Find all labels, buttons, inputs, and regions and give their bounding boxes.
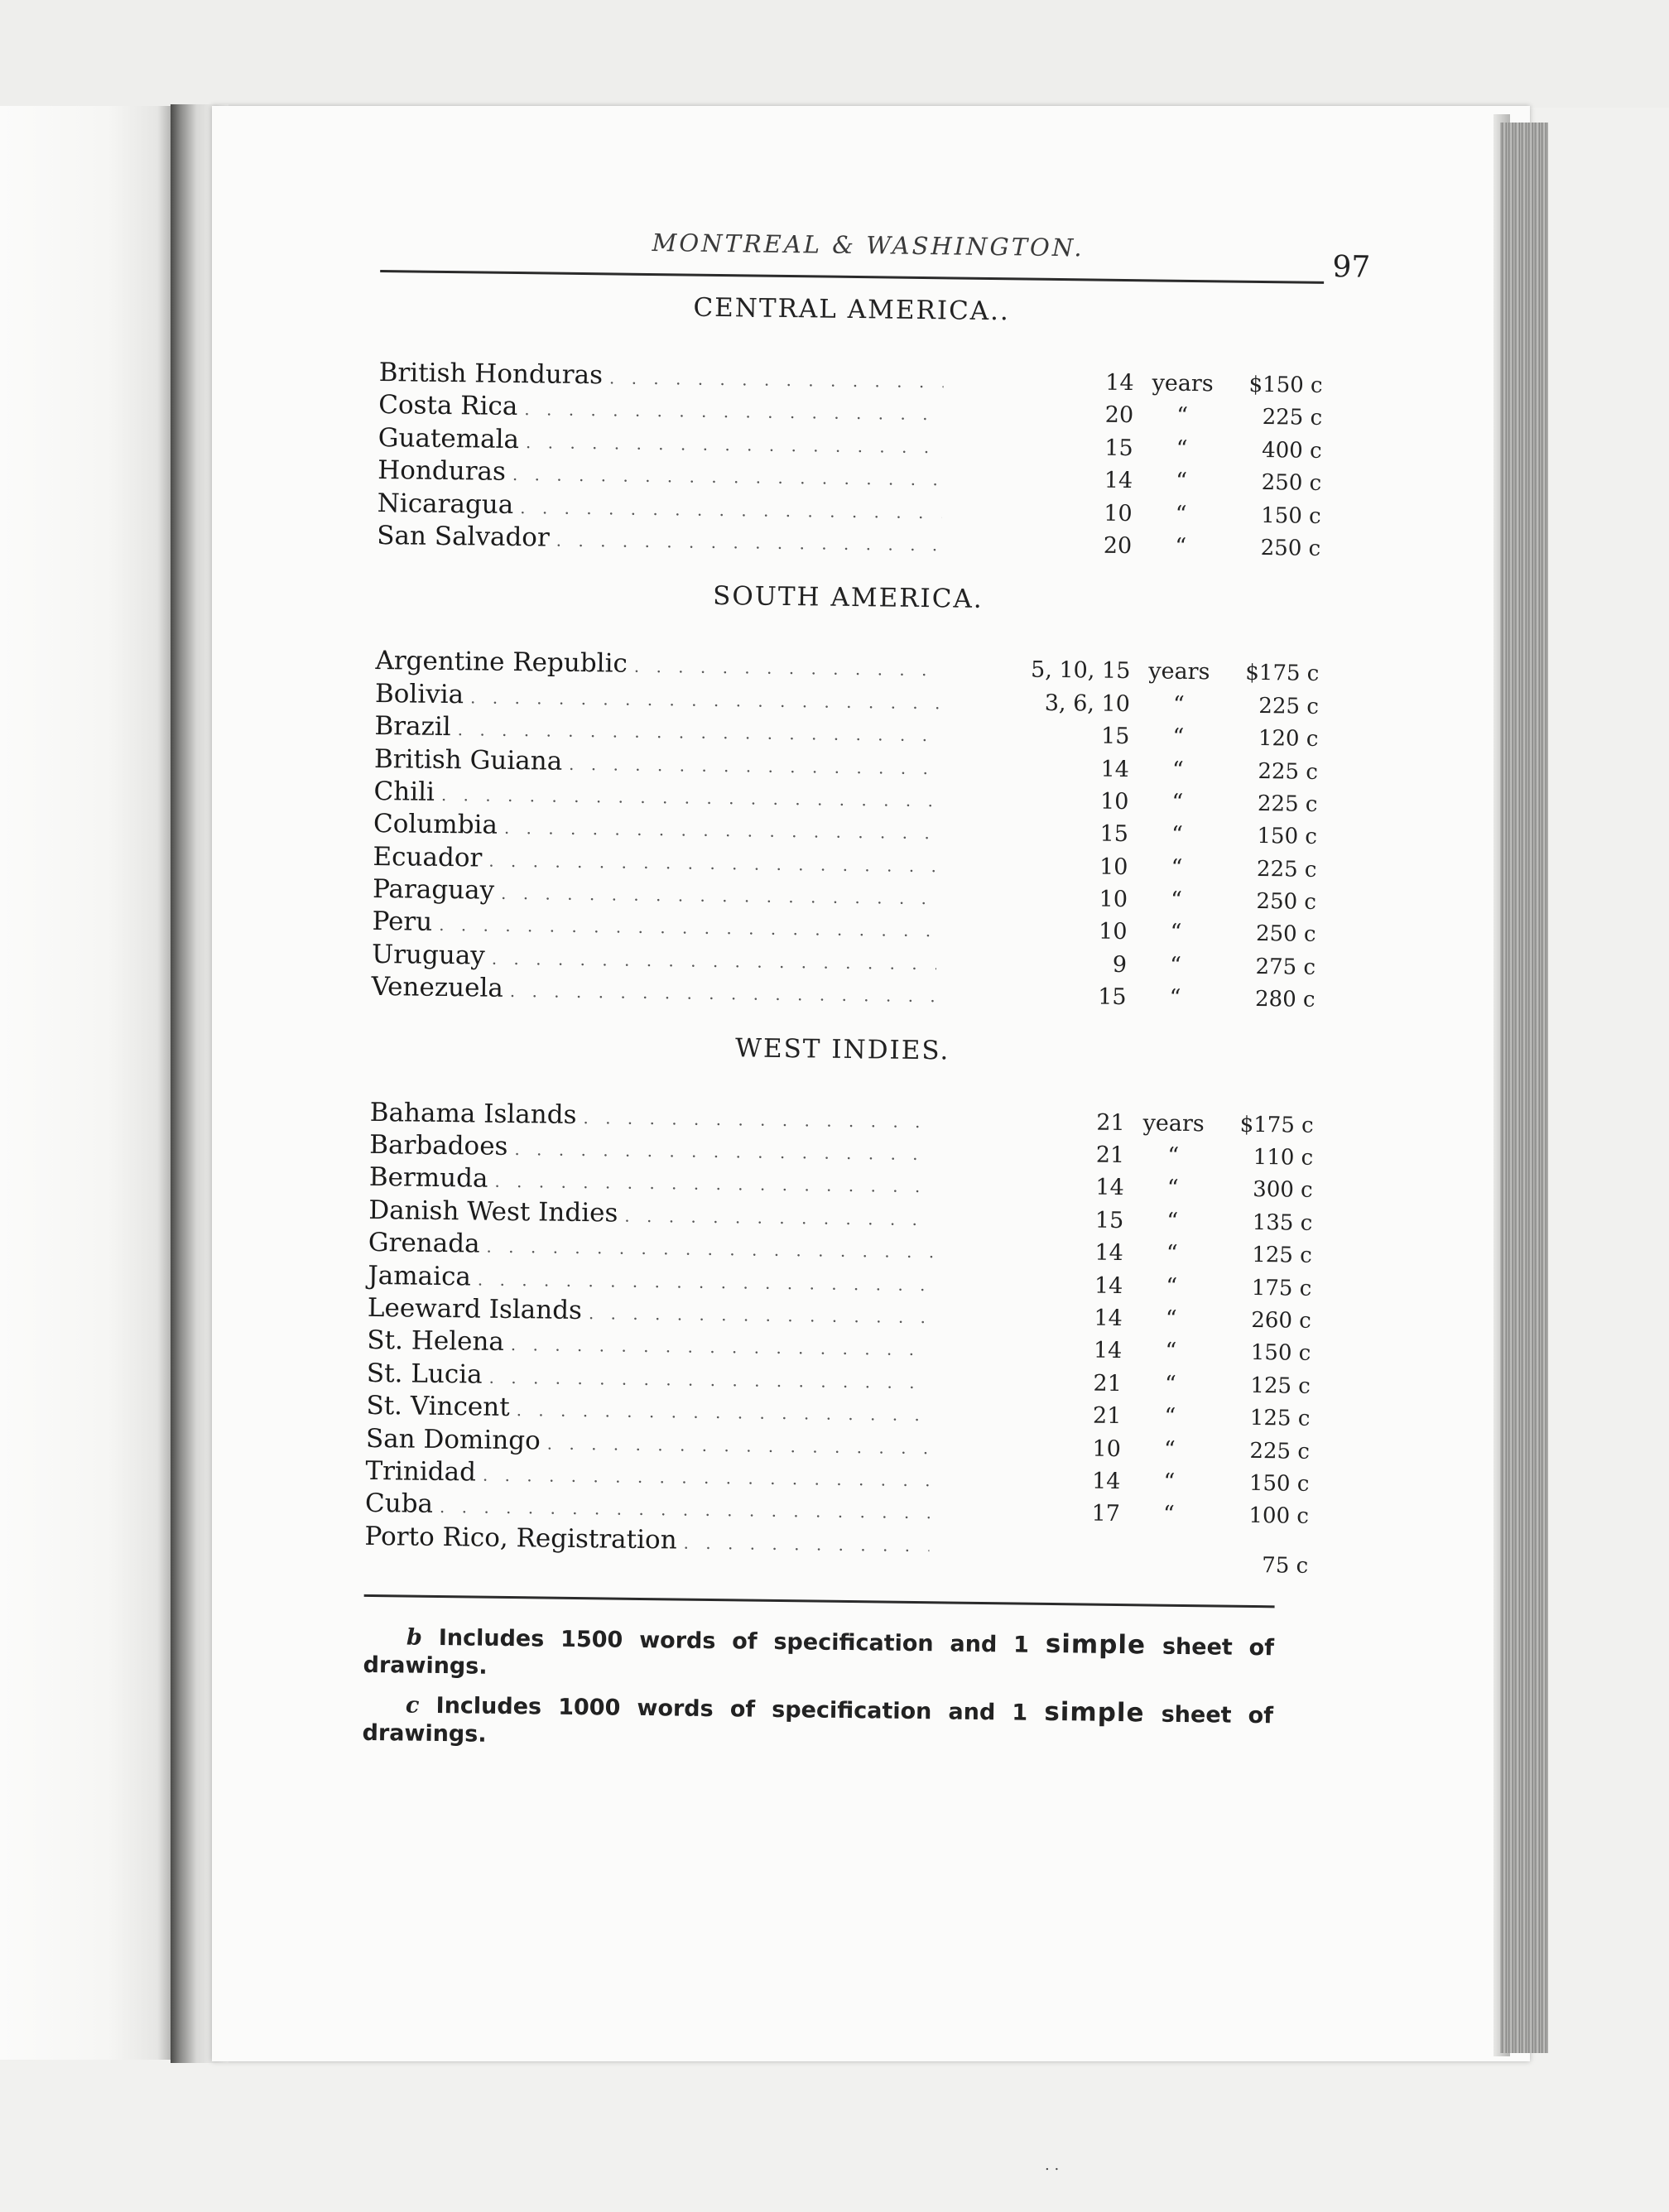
fee-amount: 225 c <box>1258 758 1319 785</box>
fee-amount: 110 c <box>1253 1144 1314 1171</box>
leader-dots <box>519 426 943 464</box>
footnote-text: Includes 1500 words of specification and 1 <box>421 1624 1046 1659</box>
country-name: Columbia <box>373 809 498 841</box>
term-unit: “ <box>1163 1436 1176 1463</box>
country-name: Paraguay <box>372 874 495 906</box>
country-name: Grenada <box>368 1228 480 1259</box>
leader-dots <box>464 681 940 719</box>
running-head-title: MONTREAL & WASHINGTON. <box>652 228 1085 262</box>
fee-amount: 100 c <box>1248 1503 1310 1530</box>
term-unit: “ <box>1176 435 1188 462</box>
term-years: 21 <box>1093 1370 1123 1397</box>
term-years: 10 <box>1092 1435 1122 1462</box>
term-years: 14 <box>1091 1468 1121 1494</box>
fee-amount: 150 c <box>1257 824 1318 850</box>
term-unit: “ <box>1165 1339 1177 1365</box>
country-name: Brazil <box>374 711 451 743</box>
footnote-text: sheet of drawings. <box>363 1633 1275 1680</box>
country-name: Porto Rico, Registration <box>364 1521 677 1556</box>
country-name: St. Lucia <box>366 1358 483 1390</box>
term-unit: “ <box>1164 1403 1176 1430</box>
leader-dots <box>513 492 942 529</box>
fee-amount: 250 c <box>1260 535 1321 561</box>
fee-amount: $175 c <box>1239 1112 1314 1138</box>
section-title: WEST INDIES. <box>734 1032 950 1066</box>
term-years: 17 <box>1091 1500 1121 1527</box>
country-name: Bermuda <box>368 1162 488 1195</box>
leader-dots <box>676 1527 929 1562</box>
leader-dots <box>432 909 937 947</box>
term-unit: “ <box>1175 533 1187 560</box>
fee-amount: 250 c <box>1256 889 1317 915</box>
leader-dots <box>562 748 939 785</box>
term-unit: “ <box>1172 724 1185 751</box>
page-number: 97 <box>1332 250 1371 285</box>
country-name: Danish West Indies <box>368 1195 618 1229</box>
leader-dots <box>517 393 943 430</box>
term-years: 21 <box>1096 1109 1125 1136</box>
fee-amount: 225 c <box>1249 1438 1311 1464</box>
fee-table <box>377 357 1323 564</box>
footnote-rule <box>364 1594 1275 1608</box>
term-years: 14 <box>1100 756 1130 782</box>
term-years: 15 <box>1100 723 1130 750</box>
leader-dots <box>494 878 937 916</box>
term-unit: “ <box>1167 1142 1180 1169</box>
term-unit: “ <box>1166 1176 1179 1202</box>
left-page <box>0 106 179 2060</box>
term-unit: “ <box>1166 1208 1179 1234</box>
country-name: St. Vincent <box>366 1391 510 1423</box>
fee-table <box>364 1097 1314 1579</box>
country-name: Chili <box>373 776 435 807</box>
term-unit: “ <box>1166 1240 1178 1267</box>
section-title: CENTRAL AMERICA.. <box>693 292 1011 327</box>
term-unit: “ <box>1171 822 1184 849</box>
term-years <box>929 1551 1119 1554</box>
term-unit: “ <box>1170 920 1182 946</box>
term-unit: “ <box>1171 789 1184 815</box>
fee-amount: 125 c <box>1250 1373 1311 1399</box>
leader-dots <box>476 1459 931 1497</box>
term-years: 10 <box>1104 500 1133 527</box>
country-name: Jamaica <box>368 1260 472 1292</box>
fee-amount: 125 c <box>1249 1406 1311 1431</box>
country-name: San Salvador <box>377 520 551 553</box>
leader-dots <box>507 1133 934 1171</box>
fee-amount: 120 c <box>1258 726 1319 753</box>
term-unit: “ <box>1162 1501 1176 1528</box>
term-years: 9 <box>1112 951 1128 978</box>
section-central-america <box>377 289 1324 564</box>
fee-amount: 225 c <box>1258 693 1320 719</box>
term-years: 15 <box>1099 820 1129 848</box>
leader-dots <box>603 362 944 398</box>
country-name: Honduras <box>378 455 507 488</box>
term-years: 21 <box>1095 1142 1125 1169</box>
fee-amount: $150 c <box>1248 372 1323 398</box>
term-unit: “ <box>1164 1371 1176 1397</box>
leader-dots <box>482 844 938 882</box>
term-years: 3, 6, 10 <box>1044 690 1131 717</box>
footnote-mark: c <box>405 1692 420 1719</box>
country-name: San Domingo <box>365 1423 541 1456</box>
fee-amount: 400 c <box>1262 437 1322 464</box>
country-name: Bolivia <box>374 678 464 709</box>
leader-dots <box>504 1329 932 1366</box>
leader-dots <box>435 779 939 817</box>
term-years: 15 <box>1094 1207 1124 1233</box>
term-unit <box>1119 1554 1217 1555</box>
footnote-c <box>362 1690 1273 1758</box>
term-unit: “ <box>1172 691 1185 718</box>
leader-dots <box>503 975 936 1012</box>
term-years: 10 <box>1099 854 1128 880</box>
leader-dots <box>509 1394 931 1431</box>
fee-amount: 250 c <box>1261 470 1322 497</box>
term-years: 5, 10, 15 <box>1030 656 1131 685</box>
footnote-emphasis: simple <box>1045 1629 1147 1661</box>
fee-amount: 225 c <box>1262 405 1323 431</box>
term-years: 20 <box>1104 402 1134 429</box>
section-title: SOUTH AMERICA. <box>712 581 984 615</box>
footnote-mark: b <box>406 1624 423 1651</box>
country-name: Venezuela <box>371 972 504 1004</box>
country-name: Guatemala <box>378 422 520 454</box>
fee-amount: 225 c <box>1256 856 1317 882</box>
term-unit: “ <box>1169 984 1181 1012</box>
fee-amount: 225 c <box>1257 791 1318 817</box>
leader-dots <box>482 1361 931 1399</box>
leader-dots <box>498 812 939 849</box>
term-unit: “ <box>1175 501 1187 527</box>
fee-amount: 150 c <box>1261 503 1321 529</box>
country-name: British Honduras <box>378 357 604 391</box>
term-years: 10 <box>1099 788 1129 815</box>
page-edges <box>1500 123 1548 2053</box>
country-name: Bahama Islands <box>369 1097 577 1130</box>
footnote-text: sheet of drawings. <box>362 1701 1274 1748</box>
fee-amount: 250 c <box>1255 921 1316 948</box>
country-name: Peru <box>372 906 433 938</box>
country-name: Ecuador <box>373 841 483 873</box>
leader-dots <box>628 651 940 687</box>
term-years: 14 <box>1094 1305 1123 1332</box>
term-unit: years <box>1152 370 1214 397</box>
term-years: 14 <box>1093 1337 1123 1364</box>
fee-amount: 175 c <box>1251 1275 1312 1301</box>
term-unit: “ <box>1169 952 1182 979</box>
term-unit: years <box>1142 1109 1205 1137</box>
term-unit: “ <box>1171 854 1183 881</box>
fee-amount: 125 c <box>1252 1243 1312 1269</box>
term-years: 10 <box>1098 919 1128 945</box>
footnote-emphasis: simple <box>1044 1697 1145 1729</box>
footnotes <box>362 1622 1274 1758</box>
footnote-text: Includes 1000 words of specification and 1 <box>419 1692 1045 1727</box>
fee-amount: 300 c <box>1253 1177 1313 1204</box>
term-unit: “ <box>1176 403 1189 430</box>
scan-speck: . . <box>1045 2157 1060 2174</box>
country-name: Barbadoes <box>369 1129 508 1161</box>
term-unit: “ <box>1163 1469 1176 1495</box>
section-west-indies <box>364 1029 1315 1579</box>
country-name: Trinidad <box>365 1455 477 1488</box>
fee-table <box>371 645 1319 1015</box>
leader-dots <box>576 1102 935 1138</box>
fee-amount: 150 c <box>1250 1340 1311 1367</box>
scan-background <box>0 0 1669 108</box>
fee-amount: 150 c <box>1248 1470 1310 1497</box>
term-unit: “ <box>1176 468 1188 495</box>
term-unit: years <box>1148 658 1210 685</box>
term-years: 20 <box>1103 532 1133 560</box>
running-head <box>380 217 1371 285</box>
term-unit: “ <box>1166 1273 1178 1300</box>
country-name: Leeward Islands <box>367 1292 583 1326</box>
term-years: 14 <box>1094 1239 1123 1267</box>
term-years: 14 <box>1105 369 1134 397</box>
country-name: Nicaragua <box>377 488 514 520</box>
country-name: St. Helena <box>367 1325 505 1358</box>
term-unit: “ <box>1171 757 1185 783</box>
section-south-america <box>371 577 1320 1015</box>
footnote-b <box>363 1622 1274 1690</box>
leader-dots <box>618 1200 933 1236</box>
term-years: 14 <box>1094 1272 1123 1299</box>
leader-dots <box>479 1231 933 1269</box>
term-years: 10 <box>1099 886 1128 913</box>
term-years: 21 <box>1092 1402 1122 1430</box>
country-name: Cuba <box>364 1488 434 1520</box>
term-unit: “ <box>1170 887 1183 913</box>
leader-dots <box>582 1297 932 1334</box>
leader-dots <box>550 524 942 561</box>
country-name: Argentine Republic <box>375 646 628 680</box>
leader-dots <box>541 1427 931 1464</box>
term-years: 14 <box>1095 1175 1124 1201</box>
leader-dots <box>485 942 937 980</box>
term-years: 15 <box>1098 983 1127 1011</box>
term-unit: “ <box>1165 1306 1177 1332</box>
country-name: Uruguay <box>371 939 486 971</box>
fee-amount: 135 c <box>1252 1209 1313 1236</box>
fee-amount: $175 c <box>1245 661 1320 687</box>
fee-amount: 75 c <box>1262 1552 1309 1579</box>
fee-amount: 275 c <box>1255 954 1316 980</box>
page-content <box>362 217 1371 1769</box>
country-name: Costa Rica <box>378 390 518 422</box>
leader-dots <box>506 459 943 496</box>
country-name: British Guiana <box>373 743 563 777</box>
fee-amount: 280 c <box>1254 987 1315 1013</box>
term-years: 14 <box>1104 467 1133 494</box>
term-years: 15 <box>1104 435 1133 461</box>
fee-amount: 260 c <box>1251 1307 1311 1334</box>
